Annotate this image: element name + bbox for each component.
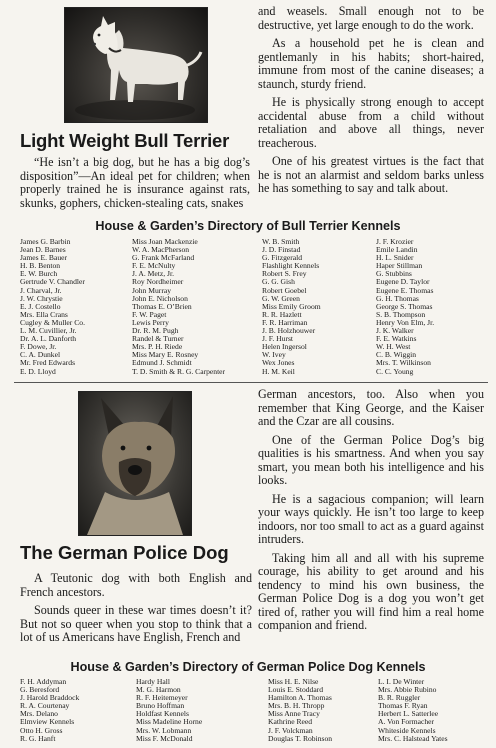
kennel-entry: Whiteside Kennels <box>378 726 436 735</box>
kennel-entry: R. A. Courtenay <box>20 702 70 711</box>
kennel-entry: George S. Thomas <box>376 302 433 311</box>
kennel-entry: Kathrine Reed <box>268 718 313 727</box>
kennel-entry: W. Ivey <box>262 351 286 360</box>
german-police-directory <box>20 678 482 743</box>
german-police-dog-heading: The German Police Dog <box>20 542 229 563</box>
bull-terrier-description <box>258 5 484 201</box>
german-police-paragraph-4: One of the German Police Dog’s big qualities is his smartness. And when you say smart, you mean both his intelligence and his looks. <box>258 432 484 487</box>
kennel-entry: Miss Emily Groom <box>262 302 321 311</box>
kennel-entry: E. D. Lloyd <box>20 367 56 376</box>
kennel-entry: F. E. Watkins <box>376 335 417 344</box>
kennel-entry: James E. Bauer <box>20 254 68 263</box>
kennel-entry: Bruno Hoffman <box>136 702 185 711</box>
kennel-entry: A. Von Formacher <box>378 718 435 727</box>
bull-terrier-illustration <box>65 8 207 122</box>
kennel-entry: J. F. Krozier <box>376 238 414 246</box>
kennel-entry: Otto H. Gross <box>20 726 63 735</box>
directory-column <box>132 238 262 376</box>
section-divider <box>14 382 488 383</box>
kennel-entry: E. W. Burch <box>20 270 58 279</box>
kennel-entry: Louis E. Stoddard <box>268 686 324 695</box>
kennel-entry: Mr. Fred Edwards <box>20 359 76 368</box>
kennel-entry: Elmview Kennels <box>20 718 75 727</box>
kennel-entry: Holdfast Kennels <box>136 710 189 719</box>
kennel-entry: H. L. Snider <box>376 254 414 263</box>
kennel-entry: Dr. A. L. Danforth <box>20 335 77 344</box>
kennel-entry: Robert S. Frey <box>262 270 307 279</box>
kennel-entry: Wex Jones <box>262 359 295 368</box>
kennel-entry: Cugley & Muller Co. <box>20 318 85 327</box>
kennel-entry: Haper Stillman <box>376 262 423 271</box>
kennel-entry: G. Fitzgerald <box>262 254 303 263</box>
kennel-entry: B. R. Ruggler <box>378 694 421 703</box>
german-police-paragraph-6: Taking him all and all with his supreme courage, his ability to get around and his tendency to mind his own business, the German Police Dog is a dog you won’t get tired of, rather you will find him a real home companion and friend. <box>258 550 484 632</box>
kennel-entry: G. W. Green <box>262 294 300 303</box>
german-police-directory-heading: House & Garden’s Directory of German Police Dog Kennels <box>70 660 426 674</box>
kennel-entry: Miss Mary E. Rosney <box>132 351 199 360</box>
kennel-entry: Lewis Perry <box>132 318 169 327</box>
german-police-paragraph-1: A Teutonic dog with both English and French ancestors. <box>20 571 252 599</box>
kennel-entry: R. R. Hazlett <box>262 310 302 319</box>
kennel-entry: W. H. West <box>376 343 411 352</box>
kennel-entry: C. C. Young <box>376 367 414 376</box>
kennel-entry: Roy Nordheimer <box>132 278 184 287</box>
kennel-entry: Mrs. B. H. Thropp <box>268 702 325 711</box>
german-police-paragraph-5: He is a sagacious companion; will learn your ways quickly. He isn’t too large to keep indoors, nor too small to act as a guard against intruders. <box>258 491 484 546</box>
kennel-entry: Hamilton A. Thomas <box>268 694 332 703</box>
kennel-entry: J. Charval, Jr. <box>20 286 62 295</box>
kennel-entry: Herbert L. Satterlee <box>378 710 439 719</box>
bull-terrier-intro <box>20 156 250 215</box>
directory-column <box>20 238 132 376</box>
kennel-entry: Gertrude V. Chandler <box>20 278 85 287</box>
german-police-paragraph-2: Sounds queer in these war times doesn’t it? But not so queer when you stop to think that a lot of us Americans have English, French and <box>20 603 252 644</box>
kennel-entry: Mrs. P. H. Riede <box>132 343 183 352</box>
bull-terrier-paragraph-1: and weasels. Small enough not to be destructive, yet large enough to do the work. <box>258 4 484 32</box>
kennel-entry: W. B. Smith <box>262 238 300 246</box>
kennel-entry: J. A. Metz, Jr. <box>132 270 174 279</box>
kennel-entry: Douglas T. Robinson <box>268 734 333 743</box>
kennel-entry: John E. Nicholson <box>132 294 188 303</box>
kennel-entry: Edmund J. Schmidt <box>132 359 192 368</box>
kennel-entry: G. Beresford <box>20 686 60 695</box>
kennel-entry: R. G. Hanft <box>20 734 56 743</box>
kennel-entry: Jean D. Barnes <box>20 246 66 255</box>
kennel-entry: J. K. Walker <box>376 327 414 336</box>
bull-terrier-heading: Light Weight Bull Terrier <box>20 130 230 151</box>
kennel-entry: Miss Madeline Horne <box>136 718 203 727</box>
kennel-entry: Hardy Hall <box>136 678 170 686</box>
bull-terrier-directory <box>20 238 482 376</box>
kennel-entry: Helen Ingersol <box>262 343 307 352</box>
bull-terrier-intro-paragraph: “He isn’t a big dog, but he has a big dog’s disposition”—An ideal pet for children; when properly trained he is insurance against rats, skunks, gophers, chicken-stealing cats, snakes <box>20 155 250 210</box>
directory-column <box>262 238 376 376</box>
kennel-entry: F. Dowe, Jr. <box>20 343 57 352</box>
kennel-entry: J. B. Holzhouwer <box>262 327 316 336</box>
kennel-entry: Mrs. C. Halstead Yates <box>378 734 448 743</box>
kennel-entry: G. H. Thomas <box>376 294 419 303</box>
kennel-entry: Thomas F. Ryan <box>378 702 428 711</box>
kennel-entry: Mrs. T. Wilkinson <box>376 359 431 368</box>
german-police-paragraph-3: German ancestors, too. Also when you remember that King George, and the Kaiser and the Czar are all cousins. <box>258 387 484 428</box>
kennel-entry: L. M. Cuvillier, Jr. <box>20 327 77 336</box>
german-police-dog-photo <box>78 391 192 536</box>
kennel-entry: Thomas E. O’Brien <box>132 302 192 311</box>
kennel-entry: G. Frank McFarland <box>132 254 195 263</box>
kennel-entry: H. M. Keil <box>262 367 295 376</box>
kennel-entry: J. F. Volckman <box>268 726 313 735</box>
kennel-entry: J. D. Finstad <box>262 246 301 255</box>
kennel-entry: L. I. De Winter <box>378 678 425 686</box>
kennel-entry: C. A. Dunkel <box>20 351 61 360</box>
german-police-dog-illustration <box>79 392 191 535</box>
kennel-entry: F. R. Harriman <box>262 318 308 327</box>
kennel-entry: Henry Von Elm, Jr. <box>376 318 435 327</box>
directory-column <box>20 678 136 743</box>
kennel-entry: M. G. Harmon <box>136 686 181 695</box>
german-police-dog-description <box>258 388 484 638</box>
kennel-entry: Dr. R. M. Pugh <box>132 327 179 336</box>
kennel-entry: H. B. Benton <box>20 262 61 271</box>
kennel-entry: Randel & Turner <box>132 335 184 344</box>
kennel-entry: Robert Goebel <box>262 286 307 295</box>
kennel-entry: Mrs. Ella Crans <box>20 310 68 319</box>
kennel-entry: Emile Landin <box>376 246 418 255</box>
kennel-entry: F. H. Addyman <box>20 678 67 686</box>
kennel-entry: Miss F. McDonald <box>136 734 193 743</box>
kennel-entry: Mrs. W. Lobmann <box>136 726 192 735</box>
kennel-entry: James G. Barbin <box>20 238 71 246</box>
kennel-entry: R. F. Heitemeyer <box>136 694 188 703</box>
kennel-entry: J. W. Chrystie <box>20 294 63 303</box>
bull-terrier-directory-heading: House & Garden’s Directory of Bull Terrier Kennels <box>95 219 401 233</box>
kennel-entry: Miss Anne Tracy <box>268 710 320 719</box>
directory-column <box>376 238 482 376</box>
kennel-entry: Eugene D. Taylor <box>376 278 430 287</box>
bull-terrier-paragraph-2: As a household pet he is clean and gentlemanly in his habits; short-haired, immune from most of the canine diseases; a staunch, sturdy friend. <box>258 36 484 91</box>
kennel-entry: Eugene E. Thomas <box>376 286 434 295</box>
directory-column <box>378 678 482 743</box>
kennel-entry: F. E. McNulty <box>132 262 176 271</box>
kennel-entry: G. Stubbins <box>376 270 412 279</box>
bull-terrier-photo <box>64 7 208 123</box>
kennel-entry: John Murray <box>132 286 172 295</box>
directory-column <box>136 678 268 743</box>
german-police-dog-intro <box>20 572 252 650</box>
kennel-entry: J. Harold Braddock <box>20 694 80 703</box>
kennel-entry: E. J. Costello <box>20 302 61 311</box>
kennel-entry: Flashlight Kennels <box>262 262 320 271</box>
kennel-entry: F. W. Paget <box>132 310 167 319</box>
bull-terrier-paragraph-3: He is physically strong enough to accept accidental abuse from a child without retaliation and above all things, never treacherous. <box>258 95 484 150</box>
kennel-entry: S. B. Thompson <box>376 310 426 319</box>
directory-column <box>268 678 378 743</box>
kennel-entry: G. G. Gish <box>262 278 295 287</box>
kennel-entry: C. B. Wiggin <box>376 351 417 360</box>
kennel-entry: T. D. Smith & R. G. Carpenter <box>132 367 226 376</box>
bull-terrier-paragraph-4: One of his greatest virtues is the fact that he is not an alarmist and seldom barks unless he has something to say and talk about. <box>258 154 484 195</box>
kennel-entry: Miss Joan Mackenzie <box>132 238 198 246</box>
kennel-entry: Mrs. Delano <box>20 710 58 719</box>
kennel-entry: J. F. Hurst <box>262 335 294 344</box>
kennel-entry: Mrs. Abbie Rubino <box>378 686 437 695</box>
kennel-entry: Miss H. E. Nilse <box>268 678 319 686</box>
kennel-entry: W. A. MacPherson <box>132 246 190 255</box>
